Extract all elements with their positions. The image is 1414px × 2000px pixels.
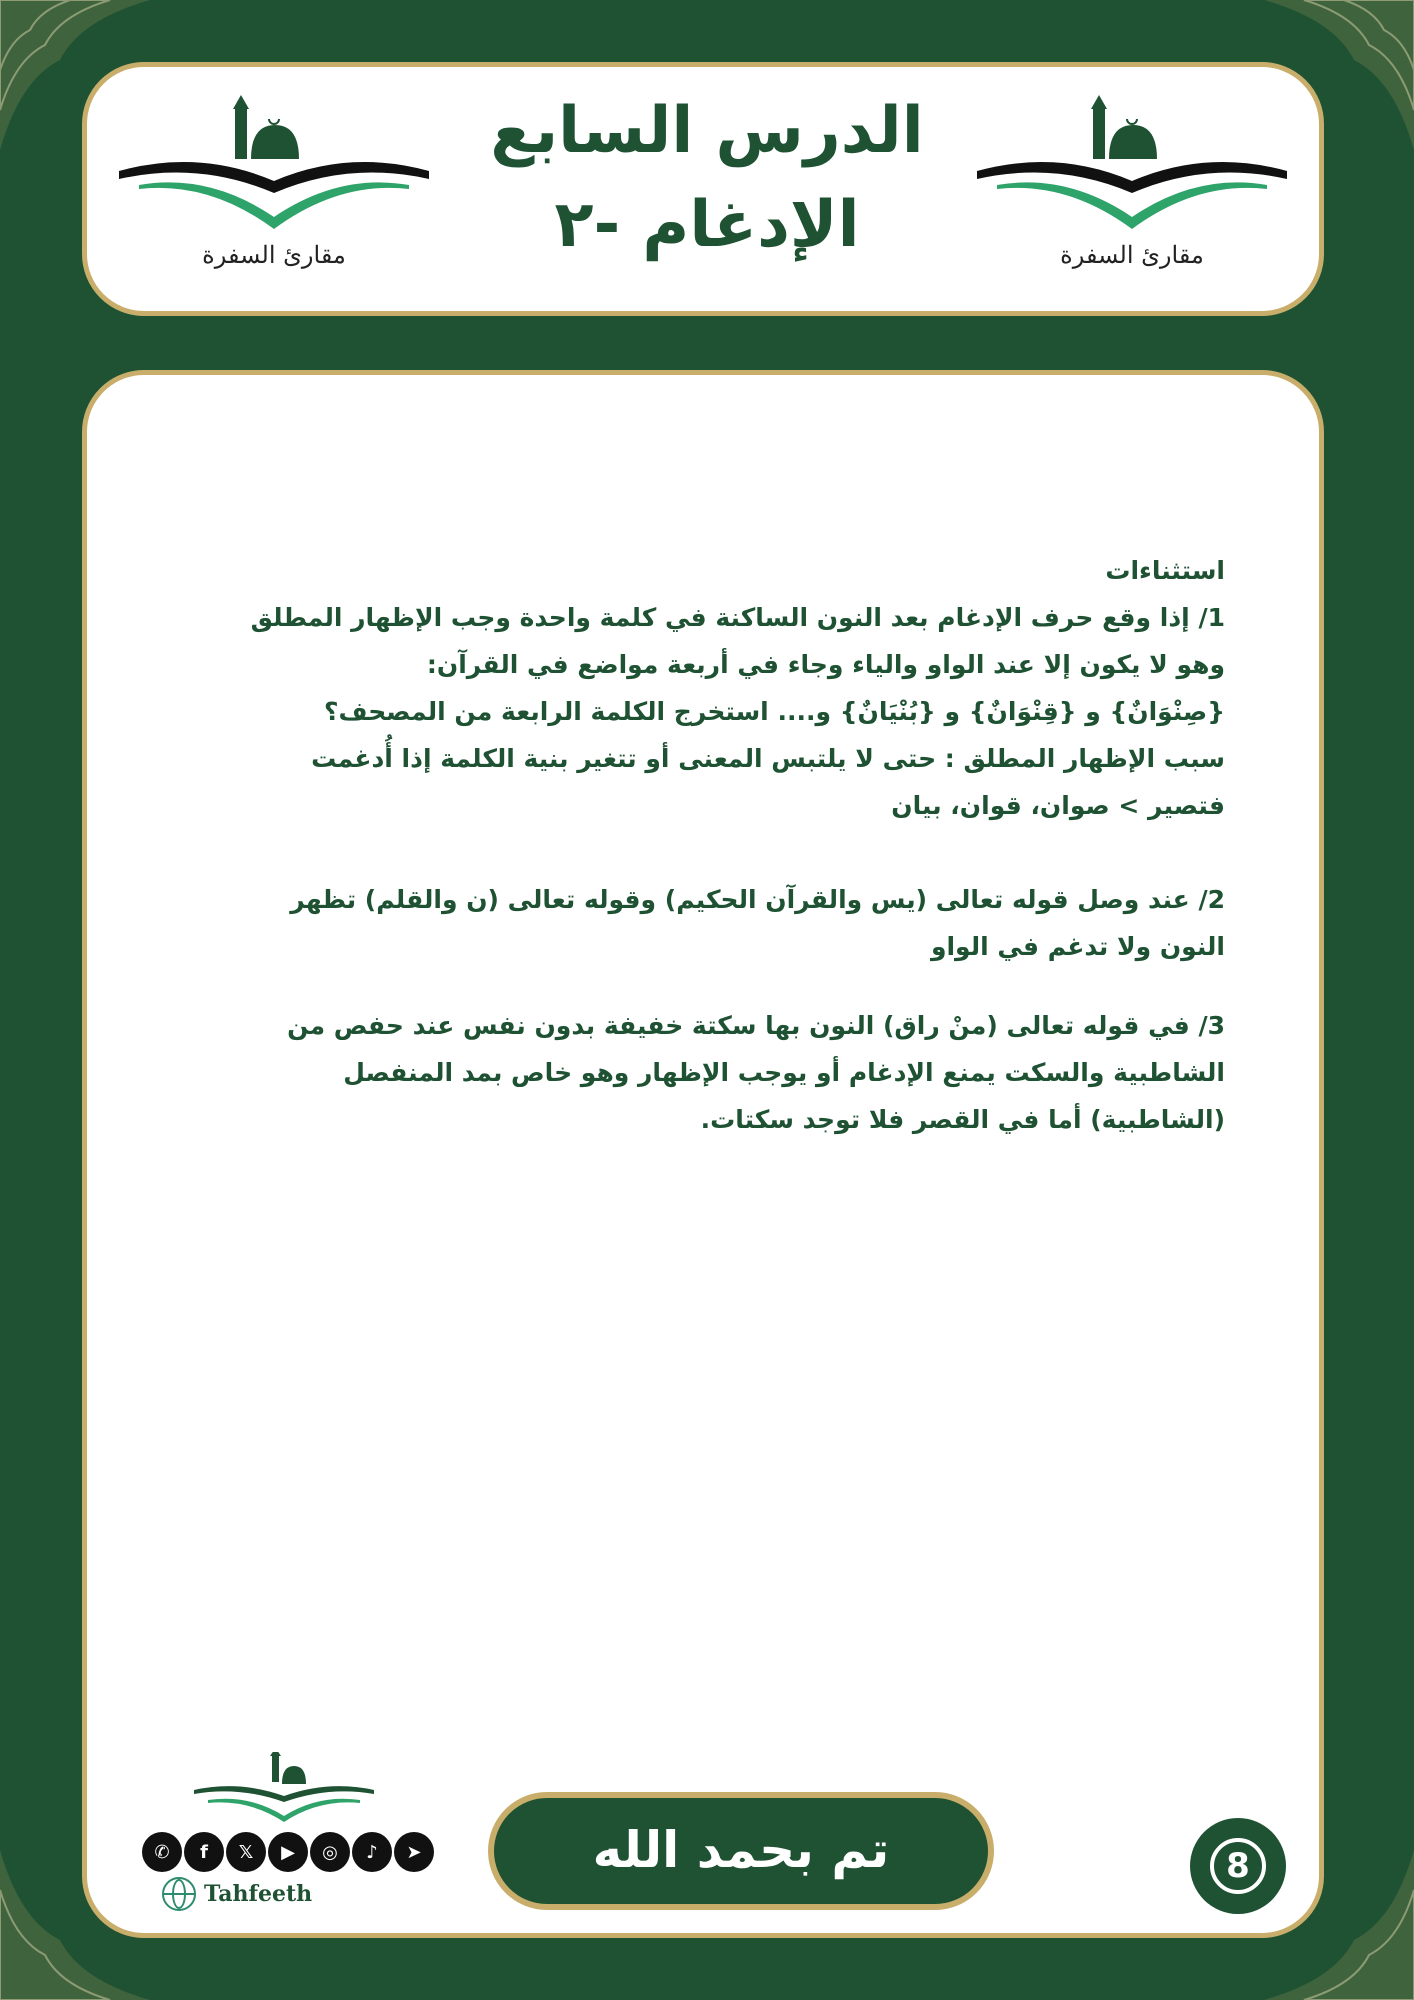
lesson-title-line1: الدرس السابع <box>490 94 924 168</box>
mosque-book-logo-icon <box>977 89 1287 239</box>
paragraph-line: 1/ إذا وقع حرف الإدغام بعد النون الساكنة في كلمة واحدة وجب الإظهار المطلق <box>250 603 1225 632</box>
brand-name: Tahfeeth <box>204 1881 313 1907</box>
paragraph-line: سبب الإظهار المطلق : حتى لا يلتبس المعنى أو تتغير بنية الكلمة إذا أُدغمت <box>311 744 1225 773</box>
page-number-badge <box>1190 1818 1286 1914</box>
logo-caption: مقارئ السفرة <box>202 241 346 269</box>
lesson-content <box>145 547 1225 1143</box>
paragraph-line: الشاطبية والسكت يمنع الإدغام أو يوجب الإظهار وهو خاص بمد المنفصل <box>343 1058 1225 1087</box>
paragraph-line: {صِنْوَانٌ} و {قِنْوَانٌ} و {بُنْيَانٌ} و.... استخرج الكلمة الرابعة من المصحف؟ <box>324 697 1225 726</box>
paragraph-line: النون ولا تدغم في الواو <box>930 932 1225 961</box>
closing-banner: تم بحمد الله <box>488 1792 994 1910</box>
facebook-icon[interactable]: f <box>184 1832 224 1872</box>
page-number: 8 <box>1210 1838 1266 1894</box>
lesson-title-line2: الإدغام -٢ <box>554 188 860 262</box>
section-heading: استثناءات <box>1105 556 1225 585</box>
paragraph-line: 2/ عند وصل قوله تعالى (يس والقرآن الحكيم) وقوله تعالى (ن والقلم) تظهر <box>290 885 1225 914</box>
globe-icon <box>162 1877 196 1911</box>
brand-logo <box>977 89 1287 279</box>
telegram-icon[interactable]: ➤ <box>394 1832 434 1872</box>
lesson-title <box>467 87 947 275</box>
brand-logo <box>119 89 429 279</box>
paragraph-line: (الشاطبية) أما في القصر فلا توجد سكتات. <box>700 1105 1225 1134</box>
youtube-icon[interactable]: ▶ <box>268 1832 308 1872</box>
social-links <box>142 1832 434 1872</box>
paragraph-line: وهو لا يكون إلا عند الواو والياء وجاء في أربعة مواضع في القرآن: <box>426 650 1225 679</box>
x-icon[interactable]: 𝕏 <box>226 1832 266 1872</box>
paragraph-line: فتصير > صوان، قوان، بيان <box>891 791 1225 820</box>
mosque-book-logo-icon <box>119 89 429 239</box>
website-link[interactable] <box>162 1876 312 1912</box>
whatsapp-icon[interactable]: ✆ <box>142 1832 182 1872</box>
header-card <box>82 62 1324 316</box>
logo-caption: مقارئ السفرة <box>1060 241 1204 269</box>
instagram-icon[interactable]: ◎ <box>310 1832 350 1872</box>
footer-logo-icon <box>194 1752 374 1822</box>
content-card <box>82 370 1324 1938</box>
tiktok-icon[interactable]: ♪ <box>352 1832 392 1872</box>
paragraph-line: 3/ في قوله تعالى (منْ راق) النون بها سكتة خفيفة بدون نفس عند حفص من <box>287 1011 1225 1040</box>
